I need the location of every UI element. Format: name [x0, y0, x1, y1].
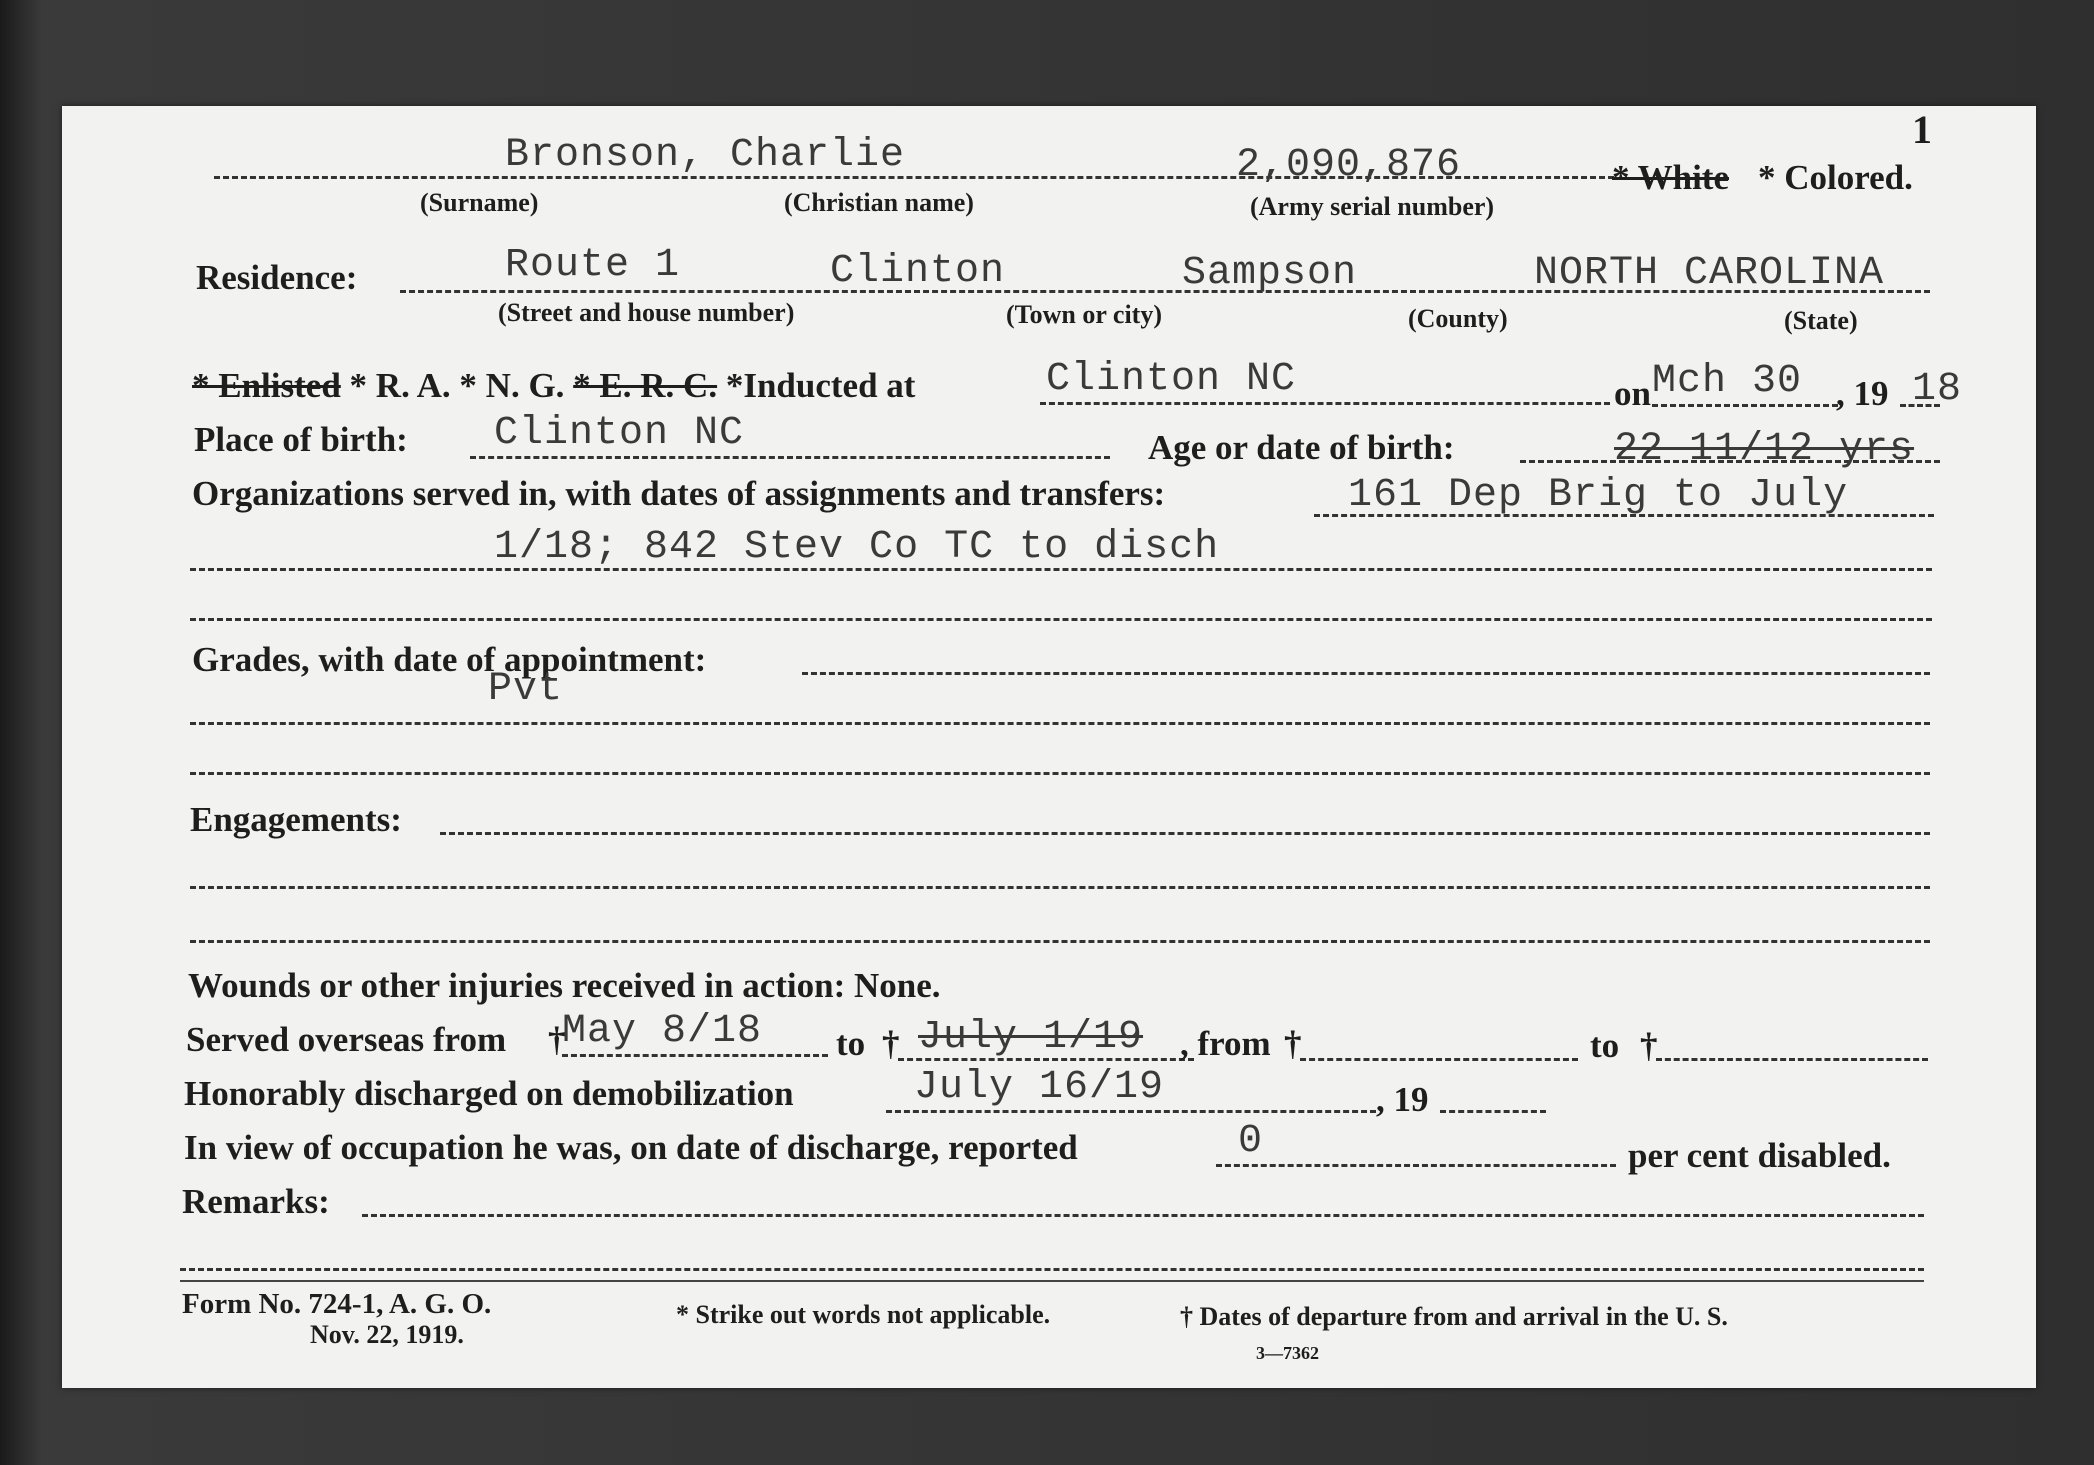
print-code: 3—7362	[1256, 1343, 1319, 1363]
street-caption: (Street and house number)	[498, 298, 795, 327]
engagements-line-3	[190, 940, 1930, 943]
inducted-label: *Inducted at	[725, 366, 916, 405]
birthplace-label: Place of birth:	[194, 420, 408, 459]
street-value: Route 1	[505, 243, 681, 288]
grades-line-2	[190, 722, 1930, 725]
discharge-year-line	[1440, 1110, 1546, 1113]
city-value: Clinton	[830, 249, 1006, 294]
footer-rule	[180, 1280, 1924, 1282]
colored-label: * Colored.	[1758, 158, 1913, 197]
wounds-value: None.	[853, 966, 941, 1005]
overseas-dagger-3: †	[1284, 1024, 1302, 1063]
inducted-line	[1040, 402, 1610, 405]
organizations-label: Organizations served in, with dates of assignments and transfers:	[192, 474, 1166, 513]
county-caption: (County)	[1408, 304, 1508, 333]
inducted-year: 18	[1912, 367, 1963, 412]
on-label: on	[1614, 374, 1651, 413]
grades-label: Grades, with date of appointment:	[192, 640, 707, 679]
disability-suffix: per cent disabled.	[1628, 1136, 1891, 1175]
ra-option: * R. A.	[349, 366, 451, 405]
grades-line-1	[802, 672, 1930, 675]
inducted-value: Clinton NC	[1046, 357, 1297, 402]
residence-label: Residence:	[196, 258, 358, 297]
overseas-from2-label: , from	[1180, 1024, 1271, 1063]
engagements-line-1	[440, 832, 1930, 835]
white-label: * White	[1612, 158, 1729, 197]
overseas-label: Served overseas from	[186, 1020, 507, 1059]
remarks-line-1	[362, 1214, 1924, 1217]
corner-mark: 1	[1912, 107, 1932, 152]
age-value: 22 11/12 yrs	[1614, 427, 1915, 472]
remarks-line-2	[180, 1268, 1924, 1271]
remarks-label: Remarks:	[182, 1182, 330, 1221]
engagements-line-2	[190, 886, 1930, 889]
enlistment-row	[192, 368, 915, 403]
discharge-year-label: , 19	[1376, 1080, 1429, 1119]
overseas-dagger-2: †	[882, 1024, 900, 1063]
state-value: NORTH CAROLINA	[1534, 251, 1885, 296]
overseas-from-value: May 8/18	[562, 1009, 763, 1054]
org-line-3	[190, 618, 1932, 621]
wounds-row	[188, 968, 941, 1003]
overseas-to2-label: to	[1590, 1026, 1620, 1065]
state-caption: (State)	[1784, 306, 1858, 335]
disability-line	[1216, 1164, 1616, 1167]
wounds-label: Wounds or other injuries received in action:	[188, 966, 846, 1005]
discharge-value: July 16/19	[914, 1065, 1165, 1110]
overseas-to-value: July 1/19	[918, 1015, 1144, 1060]
overseas-to-label: to	[836, 1024, 866, 1063]
surname-value: Bronson, Charlie	[505, 133, 906, 178]
dagger-note: † Dates of departure from and arrival in the U. S.	[1180, 1302, 1728, 1331]
overseas-dagger-4: †	[1640, 1026, 1658, 1065]
grades-line-3	[190, 772, 1930, 775]
enlisted-option: * Enlisted	[192, 366, 341, 405]
overseas-dagger-1: †	[548, 1020, 566, 1059]
surname-caption: (Surname)	[420, 188, 539, 217]
county-value: Sampson	[1182, 251, 1358, 296]
inducted-date: Mch 30	[1652, 359, 1803, 404]
engagements-label: Engagements:	[190, 800, 402, 839]
organizations-line1: 161 Dep Brig to July	[1348, 473, 1849, 518]
birthplace-line	[470, 456, 1110, 459]
discharge-line	[886, 1110, 1376, 1113]
serial-caption: (Army serial number)	[1250, 192, 1495, 221]
serial-value: 2,090,876	[1236, 143, 1462, 188]
overseas-from2-line	[1300, 1058, 1578, 1061]
date-line	[1652, 404, 1838, 407]
disability-value: 0	[1238, 1119, 1264, 1164]
year-prefix: , 19	[1836, 374, 1889, 413]
form-date: Nov. 22, 1919.	[310, 1320, 464, 1349]
christian-name-caption: (Christian name)	[784, 188, 974, 217]
birthplace-value: Clinton NC	[494, 411, 745, 456]
disability-label: In view of occupation he was, on date of discharge, reported	[184, 1128, 1078, 1167]
organizations-line2: 1/18; 842 Stev Co TC to disch	[494, 525, 1220, 570]
city-caption: (Town or city)	[1006, 300, 1162, 329]
discharge-label: Honorably discharged on demobilization	[184, 1074, 794, 1113]
erc-option: * E. R. C.	[573, 366, 718, 405]
overseas-from-line	[562, 1054, 828, 1057]
strike-note: * Strike out words not applicable.	[676, 1300, 1051, 1329]
grades-value: Pvt	[488, 667, 564, 712]
ng-option: * N. G.	[459, 366, 565, 405]
form-number: Form No. 724-1, A. G. O.	[182, 1288, 492, 1320]
overseas-to2-line	[1656, 1058, 1928, 1061]
age-label: Age or date of birth:	[1148, 428, 1455, 467]
